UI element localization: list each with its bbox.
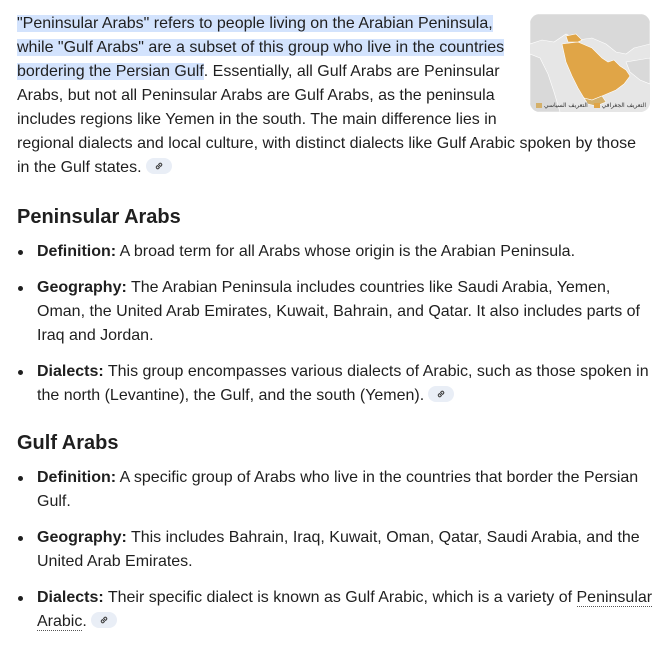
map-graphic [530, 14, 650, 112]
source-link-button[interactable] [428, 386, 454, 402]
source-link-button[interactable] [146, 158, 172, 174]
item-text: This includes Bahrain, Iraq, Kuwait, Oman, Qatar, Saudi Arabia, and the United Arab Emirates. [37, 529, 640, 570]
list-item-dialects [17, 586, 657, 634]
item-text: This group encompasses various dialects of Arabic, such as those spoken in the north (Levantine), the Gulf, and the south (Yemen). [37, 363, 649, 404]
item-term: Dialects: [37, 589, 104, 606]
list-item-geography [17, 276, 657, 348]
list-item-dialects [17, 360, 657, 408]
overview-paragraph [17, 12, 647, 180]
map-legend [536, 102, 646, 109]
list-item-definition [17, 466, 657, 514]
item-text: A specific group of Arabs who live in the countries that border the Persian Gulf. [37, 469, 639, 510]
list-item-definition [17, 240, 657, 264]
legend-geographic [594, 102, 646, 109]
summary-continuation: . Essentially, all Gulf Arabs are Peninsular Arabs, but not all Peninsular Arabs are Gulf Arabs, as the peninsula includes regions like Yemen in the south. The main difference lies in regional dialects and local culture, with distinct dialects like Gulf Arabic spoken by those in the Gulf states. [17, 63, 636, 176]
item-term: Definition: [37, 469, 117, 486]
item-text: The Arabian Peninsula includes countries like Saudi Arabia, Yemen, Oman, the United Arab Emirates, Kuwait, Bahrain, and Qatar. It also includes parts of Iraq and Jordan. [37, 279, 640, 344]
item-term: Geography: [37, 279, 127, 296]
section-heading-gulf-arabs: Gulf Arabs [17, 432, 119, 454]
legend-swatch-political [536, 103, 542, 108]
item-term: Dialects: [37, 363, 104, 380]
arabian-peninsula-map-image[interactable] [530, 14, 650, 112]
item-text-end: . [82, 613, 87, 630]
gulf-arabs-list [17, 466, 657, 646]
item-text: Their specific dialect is known as Gulf Arabic, which is a variety of [103, 589, 577, 606]
section-heading-peninsular-arabs: Peninsular Arabs [17, 206, 181, 228]
legend-political [536, 102, 588, 109]
link-icon [436, 389, 446, 399]
legend-swatch-geographic [594, 103, 600, 108]
legend-political-label: التعريف السياسي [544, 102, 588, 109]
item-term: Geography: [37, 529, 127, 546]
link-icon [154, 161, 164, 171]
item-term: Definition: [37, 243, 117, 260]
item-text: A broad term for all Arabs whose origin is the Arabian Peninsula. [116, 243, 576, 260]
list-item-geography [17, 526, 657, 574]
peninsular-arabs-list [17, 240, 657, 420]
source-link-button[interactable] [91, 612, 117, 628]
highlighted-summary: "Peninsular Arabs" refers to people living on the Arabian Peninsula, while "Gulf Arabs" are a subset of this group who live in the countries bordering the Persian Gulf [17, 15, 505, 80]
peninsular-arabic-link[interactable]: Peninsular Arabic [37, 589, 653, 630]
legend-geographic-label: التعريف الجغرافي [601, 102, 646, 109]
link-icon [99, 615, 109, 625]
